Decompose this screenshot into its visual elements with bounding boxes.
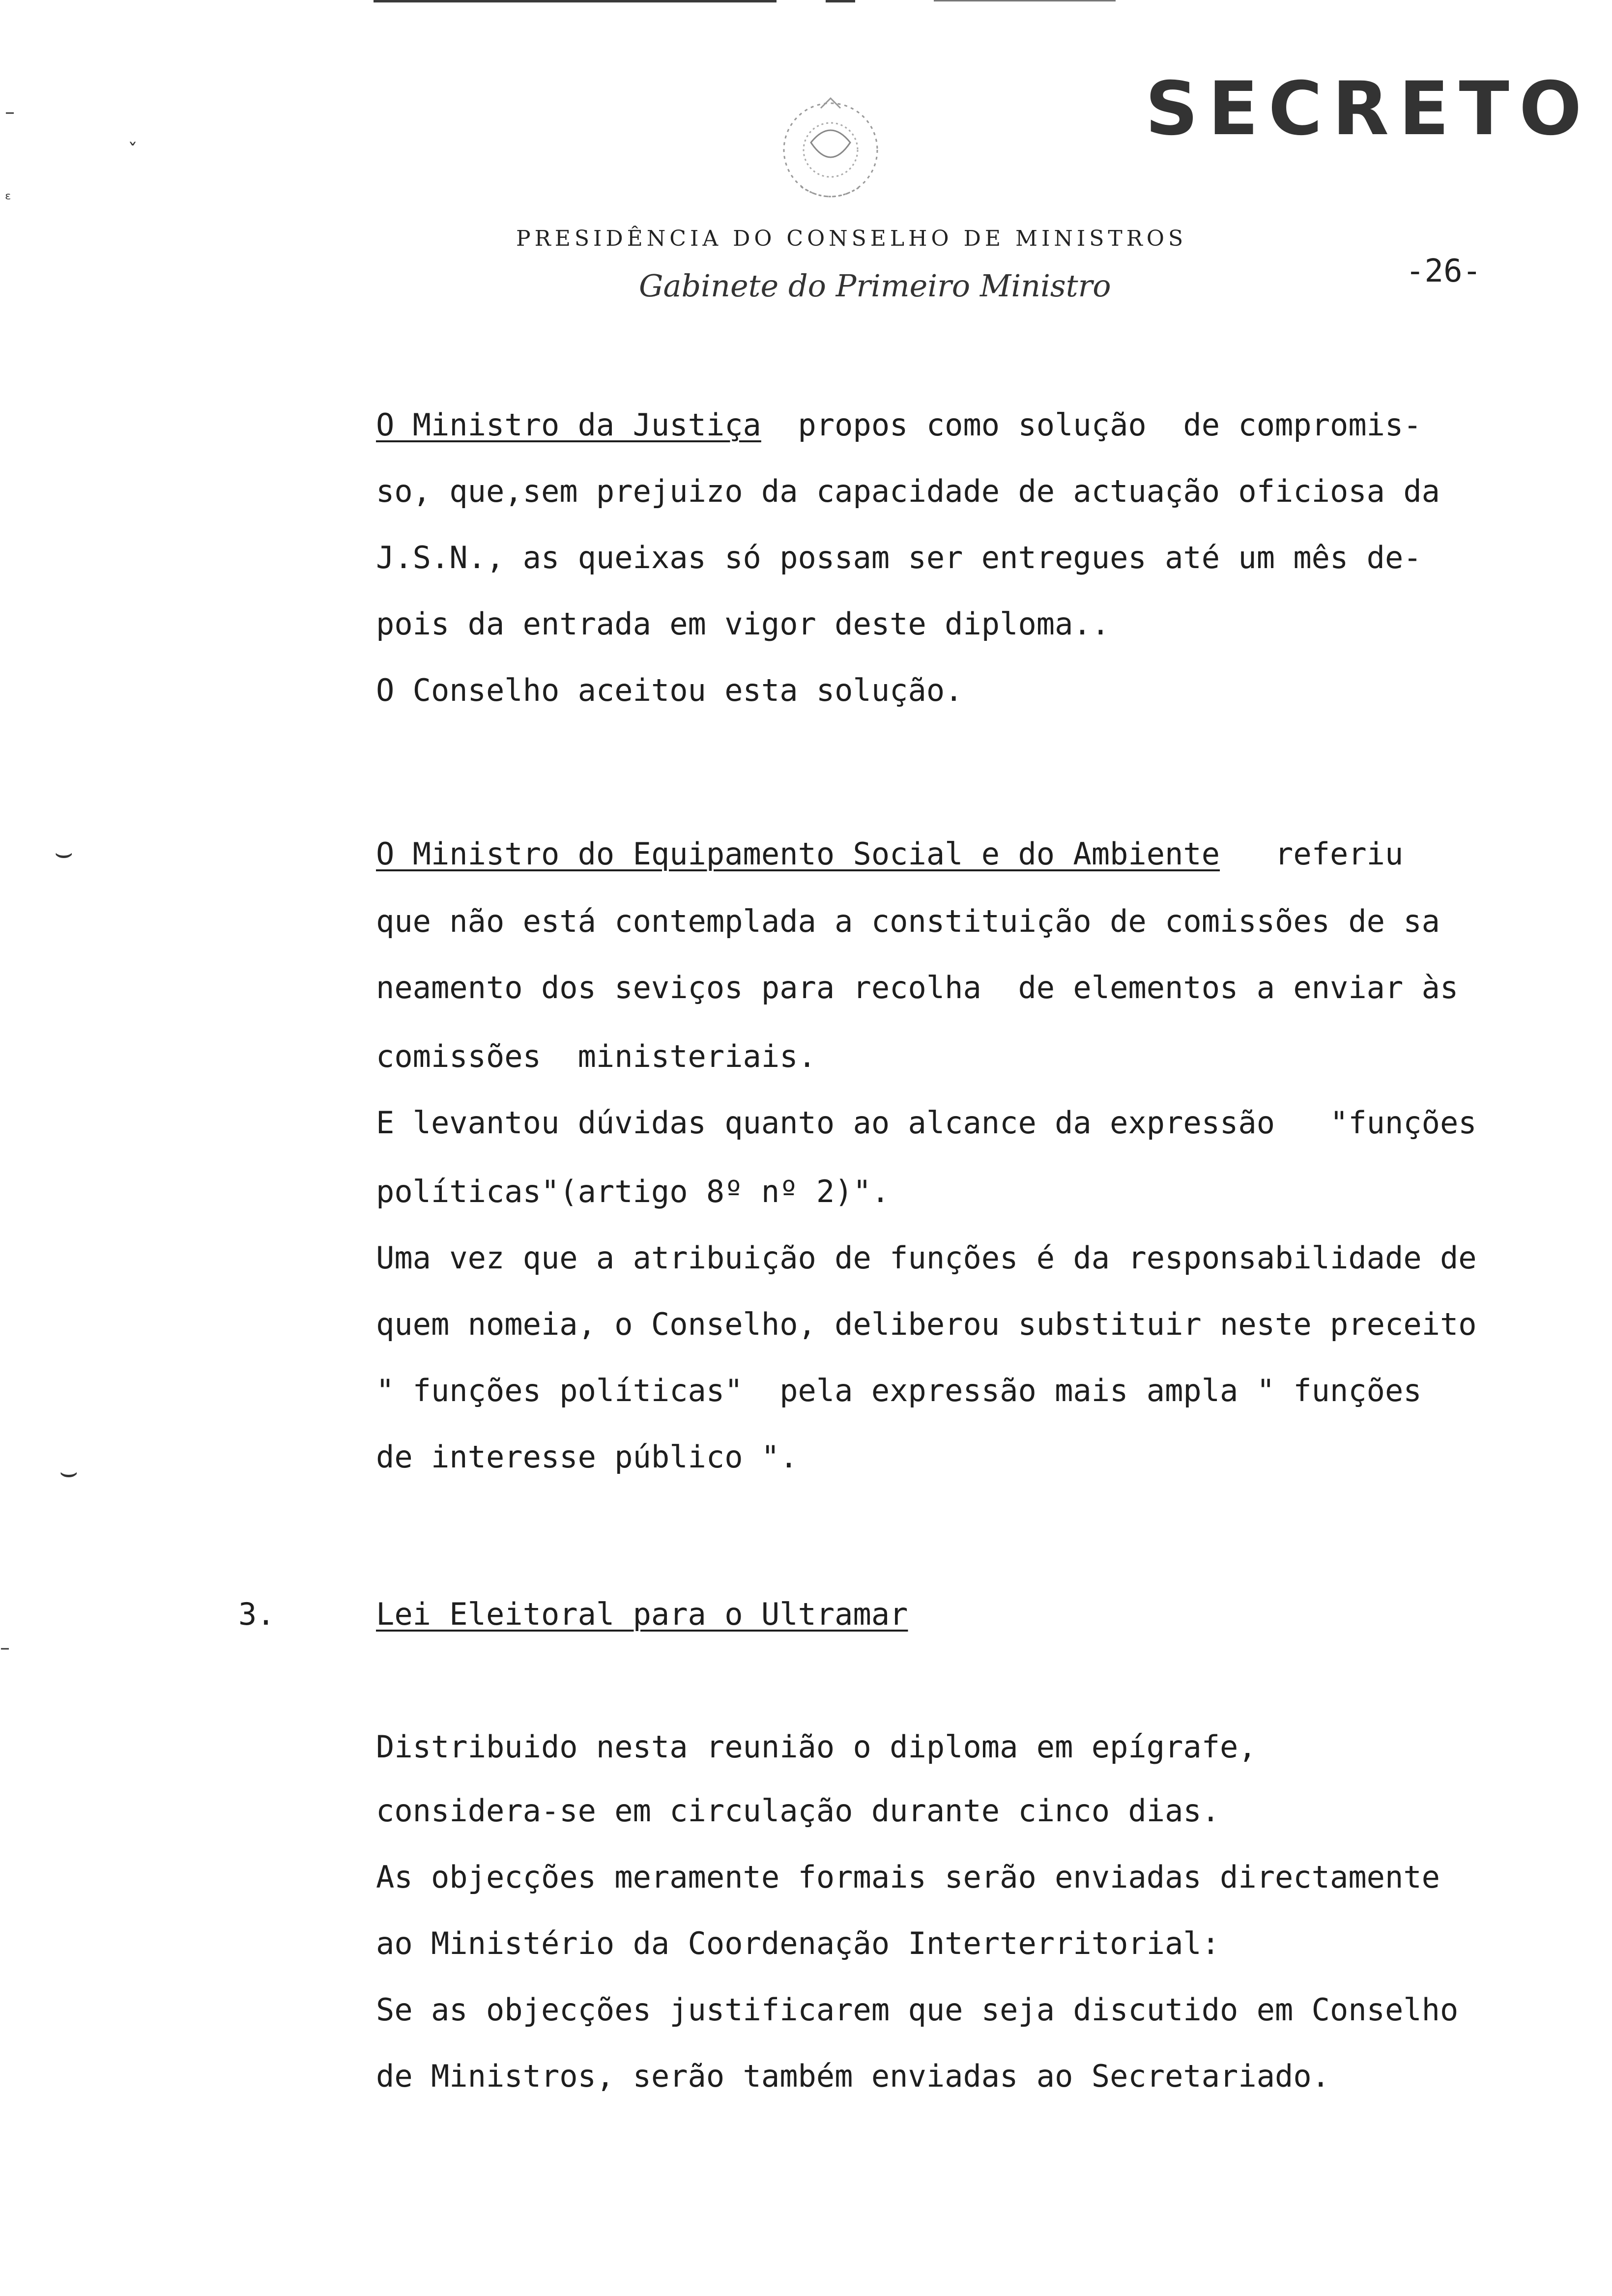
- p2-line-4: comissões ministeriais.: [376, 1038, 816, 1074]
- p1-line-2: so, que,sem prejuizo da capacidade de actuação oficiosa da: [376, 473, 1440, 509]
- s3-line-4: ao Ministério da Coordenação Interterritorial:: [376, 1925, 1220, 1961]
- p2-line-1-rest: referiu: [1220, 836, 1404, 872]
- s3-line-2: considera-se em circulação durante cinco dias.: [376, 1793, 1220, 1829]
- s3-line-3: As objecções meramente formais serão enviadas directamente: [376, 1859, 1440, 1895]
- top-edge-rule-right: [934, 0, 1116, 1]
- p1-line-3: J.S.N., as queixas só possam ser entregues até um mês de-: [376, 540, 1422, 575]
- p1-line-5: O Conselho aceitou esta solução.: [376, 672, 963, 708]
- p2-line-8: quem nomeia, o Conselho, deliberou substituir neste preceito: [376, 1306, 1477, 1342]
- top-edge-rule-mid: [826, 0, 855, 2]
- s3-line-5: Se as objecções justificarem que seja discutido em Conselho: [376, 1992, 1459, 2028]
- p2-line-9: " funções políticas" pela expressão mais ampla " funções: [376, 1373, 1422, 1408]
- section-3-number: 3.: [238, 1596, 275, 1632]
- margin-mark-2: ˇ: [128, 140, 138, 163]
- p1-line-1: [376, 405, 1422, 445]
- p2-line-3: neamento dos seviços para recolha de elementos a enviar às: [376, 970, 1459, 1005]
- p1-heading: O Ministro da Justiça: [376, 407, 761, 443]
- s3-line-1: Distribuido nesta reunião o diploma em epígrafe,: [376, 1729, 1257, 1765]
- p2-heading: O Ministro do Equipamento Social e do Ambiente: [376, 836, 1220, 872]
- coat-of-arms-seal: [767, 88, 894, 211]
- section-3-title: [376, 1595, 908, 1634]
- office-subheader: Gabinete do Primeiro Ministro: [639, 268, 1111, 304]
- p2-line-10: de interesse público ".: [376, 1439, 798, 1475]
- section-3-title-text: Lei Eleitoral para o Ultramar: [376, 1596, 908, 1632]
- p2-line-7: Uma vez que a atribuição de funções é da responsabilidade de: [376, 1240, 1477, 1276]
- institution-header: PRESIDÊNCIA DO CONSELHO DE MINISTROS: [516, 226, 1187, 251]
- margin-mark-1: –: [5, 101, 15, 123]
- margin-mark-3: ᵋ: [5, 189, 11, 209]
- p2-line-1: [376, 834, 1403, 874]
- p1-line-4: pois da entrada em vigor deste diploma..: [376, 606, 1110, 642]
- p1-line-1-rest: propos como solução de compromis-: [761, 407, 1422, 443]
- p2-line-5: E levantou dúvidas quanto ao alcance da expressão "funções: [376, 1105, 1477, 1141]
- page-number: -26-: [1406, 253, 1482, 289]
- margin-mark-5: ⌣: [59, 1455, 79, 1489]
- margin-mark-4: ⌣: [54, 835, 74, 870]
- margin-mark-6: –: [0, 1636, 10, 1659]
- s3-line-6: de Ministros, serão também enviadas ao Secretariado.: [376, 2058, 1330, 2094]
- top-edge-rule-left: [374, 0, 777, 2]
- p2-line-6: políticas"(artigo 8º nº 2)".: [376, 1174, 890, 1209]
- secret-stamp: SECRETO: [1145, 66, 1592, 152]
- p2-line-2: que não está contemplada a constituição de comissões de sa: [376, 903, 1440, 939]
